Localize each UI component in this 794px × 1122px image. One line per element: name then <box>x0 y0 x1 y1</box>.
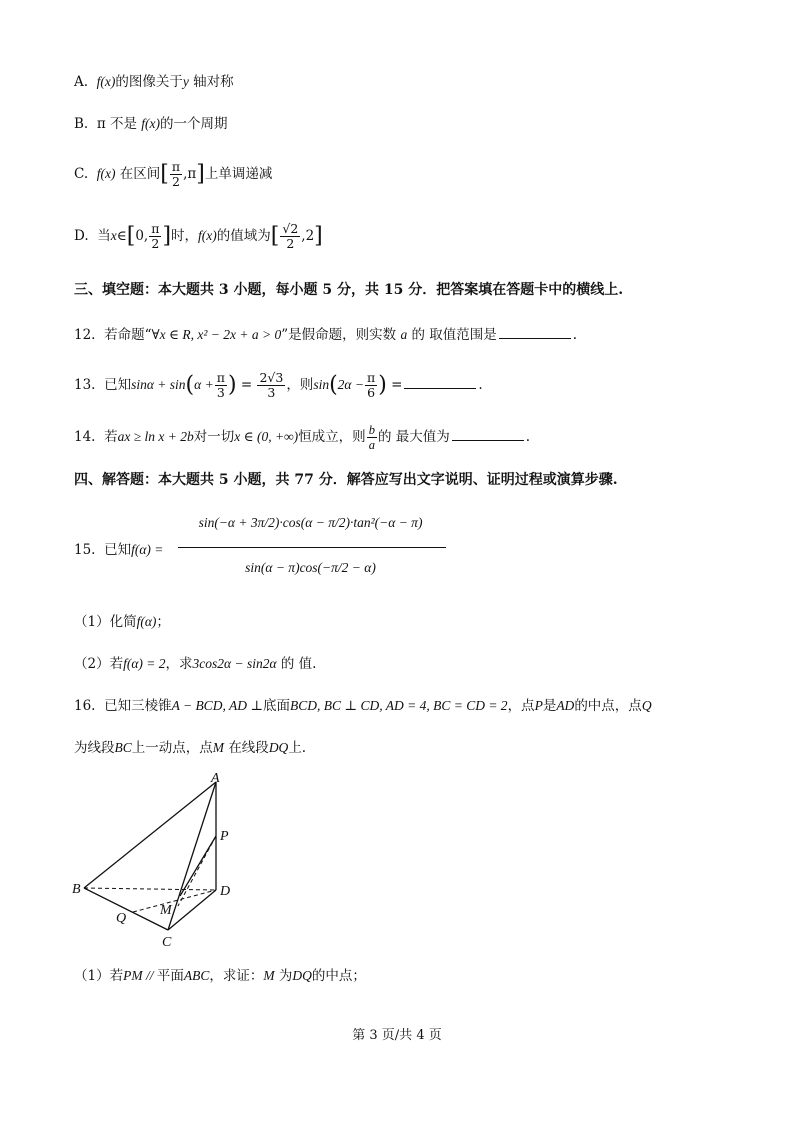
option-b-fx: f(x) <box>141 116 161 131</box>
option-b-pi: π <box>96 116 106 132</box>
q15-sub2-text1: 若 <box>109 656 124 672</box>
q16-sub1-label: （1） <box>74 968 110 984</box>
q14-text4: 的 最大值为 <box>377 429 450 445</box>
q16-dq: DQ <box>268 740 289 755</box>
q16-sub1-text3: ，求证： <box>209 968 264 984</box>
q13-math2: sin <box>313 377 330 392</box>
question-16-line2 <box>74 738 306 758</box>
option-c: C. f(x) 在区间[ $\frac{\pi}{2}$ ,π]上单调递减 <box>74 159 273 189</box>
label-m: M <box>160 903 172 918</box>
q15-sub2-text3: 的 值. <box>280 656 317 672</box>
option-d-text3: 的值域为 <box>216 228 271 244</box>
label-q: Q <box>116 911 127 926</box>
q12-number: 12. <box>74 327 96 343</box>
question-14 <box>74 420 530 454</box>
q15-sub1-end: ； <box>156 614 170 630</box>
q15-fraction-bar <box>178 547 446 548</box>
q15-number: 15. <box>74 542 96 558</box>
q15-sub2-math1: f(α) = 2 <box>123 656 166 671</box>
option-a-text2: 轴对称 <box>193 74 234 90</box>
q16-number: 16. <box>74 698 96 714</box>
label-b: B <box>72 882 81 897</box>
q15-sub1-math: f(α) <box>136 614 157 629</box>
option-c-fraction: $\frac{\pi}{2}$ <box>171 159 181 189</box>
option-b-label: B. <box>74 116 89 132</box>
q12-text2: ”是假命题，则实数 <box>281 327 397 343</box>
option-d-fraction1: $\frac{\pi}{2}$ <box>151 221 160 251</box>
q16-sub1-math2: ABC <box>183 968 210 983</box>
q16-sub1-text4: 为 <box>278 968 293 984</box>
option-d-in: ∈ <box>116 228 127 244</box>
q16-sub1-math4: DQ <box>292 968 312 983</box>
q15-sub1-label: （1） <box>74 614 110 630</box>
q16-bc: BC <box>114 740 132 755</box>
q13-paren-a: α + <box>194 377 214 392</box>
q16-line2-text3: 在线段 <box>228 740 269 756</box>
q12-text3: 的 取值范围是 <box>411 327 497 343</box>
option-d-fraction2: $\frac{√2}{2}$ <box>282 221 299 251</box>
q15-sub1-text: 化简 <box>109 614 137 630</box>
q16-math1: A − BCD, AD ⊥ <box>171 698 264 713</box>
q16-sub1-text1: 若 <box>109 968 124 984</box>
q16-math2: BCD, BC ⊥ CD, AD = 4, BC = CD = 2 <box>290 698 508 713</box>
question-13: 13. 已知sinα + sin(α + $\frac{\pi}{3}$ ) = $\frac{2√3}{3}$ ，则sin(2α − $\frac{\pi}{6}$ ) = . <box>74 370 483 400</box>
section-3-heading: 三、填空题：本大题共 3 小题，每小题 5 分，共 15 分．把答案填在答题卡中的横线上. <box>74 282 624 298</box>
q13-text2: ，则 <box>286 377 314 393</box>
question-12 <box>74 324 577 345</box>
section-4-heading: 四、解答题：本大题共 5 小题，共 77 分．解答应写出文字说明、证明过程或演算步骤. <box>74 472 618 488</box>
option-c-label: C. <box>74 166 89 182</box>
q16-sub1-text5: 的中点； <box>311 968 366 984</box>
q15-sub1 <box>74 612 170 632</box>
q15-sub2-math2: 3cos2α − sin2α <box>192 656 277 671</box>
q13-math1: sinα + sin <box>131 377 186 392</box>
option-a-label: A. <box>74 74 89 90</box>
q16-text2: 底面 <box>263 698 291 714</box>
q16-p: P <box>534 698 543 713</box>
q16-text3: ，点 <box>507 698 535 714</box>
option-b-text1: 不是 <box>109 116 137 132</box>
q12-end: . <box>572 327 578 343</box>
q13-end: . <box>478 377 483 393</box>
q14-end: . <box>525 429 531 445</box>
q14-math2: x ∈ (0, +∞) <box>234 429 299 444</box>
q16-ad: AD <box>556 698 575 713</box>
q16-text1: 已知三棱锥 <box>104 698 172 714</box>
tetrahedron-figure <box>70 770 250 950</box>
option-a-text1: 的图像关于 <box>115 74 183 90</box>
q15-sub2-label: （2） <box>74 656 110 672</box>
option-c-text1: 在区间 <box>119 166 161 182</box>
edge-ab <box>84 782 216 888</box>
option-d-label: D. <box>74 228 89 244</box>
q16-q: Q <box>641 698 652 713</box>
option-d-x: x <box>110 228 117 243</box>
option-c-text2: 上单调递减 <box>204 166 273 182</box>
option-d-after2: ,2 <box>301 228 315 244</box>
option-b <box>74 114 228 134</box>
q16-line2-text4: 上. <box>288 740 307 756</box>
q13-fraction1: $\frac{\pi}{3}$ <box>216 370 225 400</box>
q16-text5: 的中点，点 <box>574 698 642 714</box>
q16-sub1-text2: 平面 <box>156 968 184 984</box>
q13-number: 13. <box>74 377 96 393</box>
q15-numerator: sin(−α + 3π/2)·cos(α − π/2)·tan²(−α − π) <box>198 515 423 530</box>
option-d-text1: 当 <box>97 228 111 244</box>
label-d: D <box>220 884 231 899</box>
q13-fraction3: $\frac{\pi}{6}$ <box>367 370 376 400</box>
q14-fraction: $\frac{b}{a}$ <box>368 423 375 452</box>
q15-text1: 已知 <box>104 542 132 558</box>
q12-text1: 若命题“∀ <box>104 327 160 343</box>
option-d: D. 当x∈[0, $\frac{\pi}{2}$ ]时，f(x)的值域为[ $\frac{√2}{2}$ ,2] <box>74 221 323 251</box>
question-15-lead <box>74 538 163 558</box>
q14-math1: ax ≥ ln x + 2b <box>117 429 194 444</box>
q16-line2-text1: 为线段 <box>74 740 115 756</box>
q15-sub2-text2: ，求 <box>165 656 193 672</box>
q15-denominator: sin(α − π)cos(−π/2 − α) <box>245 560 376 575</box>
q13-text1: 已知 <box>104 377 132 393</box>
q13-eq: = <box>240 377 253 393</box>
q13-fraction2: $\frac{2√3}{3}$ <box>259 370 284 400</box>
option-a-var: y <box>182 74 189 89</box>
option-d-fx: f(x) <box>198 228 217 243</box>
q12-answer-blank[interactable] <box>499 324 571 339</box>
q13-paren-b: 2α − <box>337 377 364 392</box>
q14-text3: 恒成立，则 <box>298 429 366 445</box>
q16-text4: 是 <box>542 698 557 714</box>
q12-var: a <box>400 327 408 342</box>
q16-sub1-math3: M <box>263 968 275 983</box>
option-c-after: ,π <box>183 166 197 182</box>
option-a <box>74 72 234 92</box>
q14-number: 14. <box>74 429 96 445</box>
q15-lhs: f(α) = <box>131 542 164 557</box>
option-c-fx: f(x) <box>96 166 116 181</box>
q13-eq2: = <box>391 377 403 393</box>
option-a-fx: f(x) <box>96 74 116 89</box>
q13-answer-blank[interactable] <box>404 374 476 389</box>
q16-line2-text2: 上一动点，点 <box>131 740 213 756</box>
q16-m: M <box>212 740 225 755</box>
q12-math: x ∈ R, x² − 2x + a > 0 <box>159 327 282 342</box>
label-p: P <box>220 829 229 844</box>
option-b-text2: 的一个周期 <box>160 116 228 132</box>
q15-sub2 <box>74 654 316 674</box>
q14-text2: 对一切 <box>193 429 235 445</box>
edge-bd-hidden <box>84 888 216 890</box>
edge-cd <box>168 890 216 930</box>
question-16-line1 <box>74 696 652 716</box>
edge-ac <box>168 782 216 930</box>
q16-sub1-math1: PM // <box>123 968 157 983</box>
q16-sub1 <box>74 966 366 986</box>
label-a: A <box>211 771 220 786</box>
option-d-interval-start: 0, <box>135 228 149 244</box>
q14-text1: 若 <box>104 429 118 445</box>
label-c: C <box>162 935 172 950</box>
option-d-text2: 时， <box>171 228 199 244</box>
q14-answer-blank[interactable] <box>452 426 524 441</box>
page-footer: 第 3 页/共 4 页 <box>352 1028 442 1043</box>
